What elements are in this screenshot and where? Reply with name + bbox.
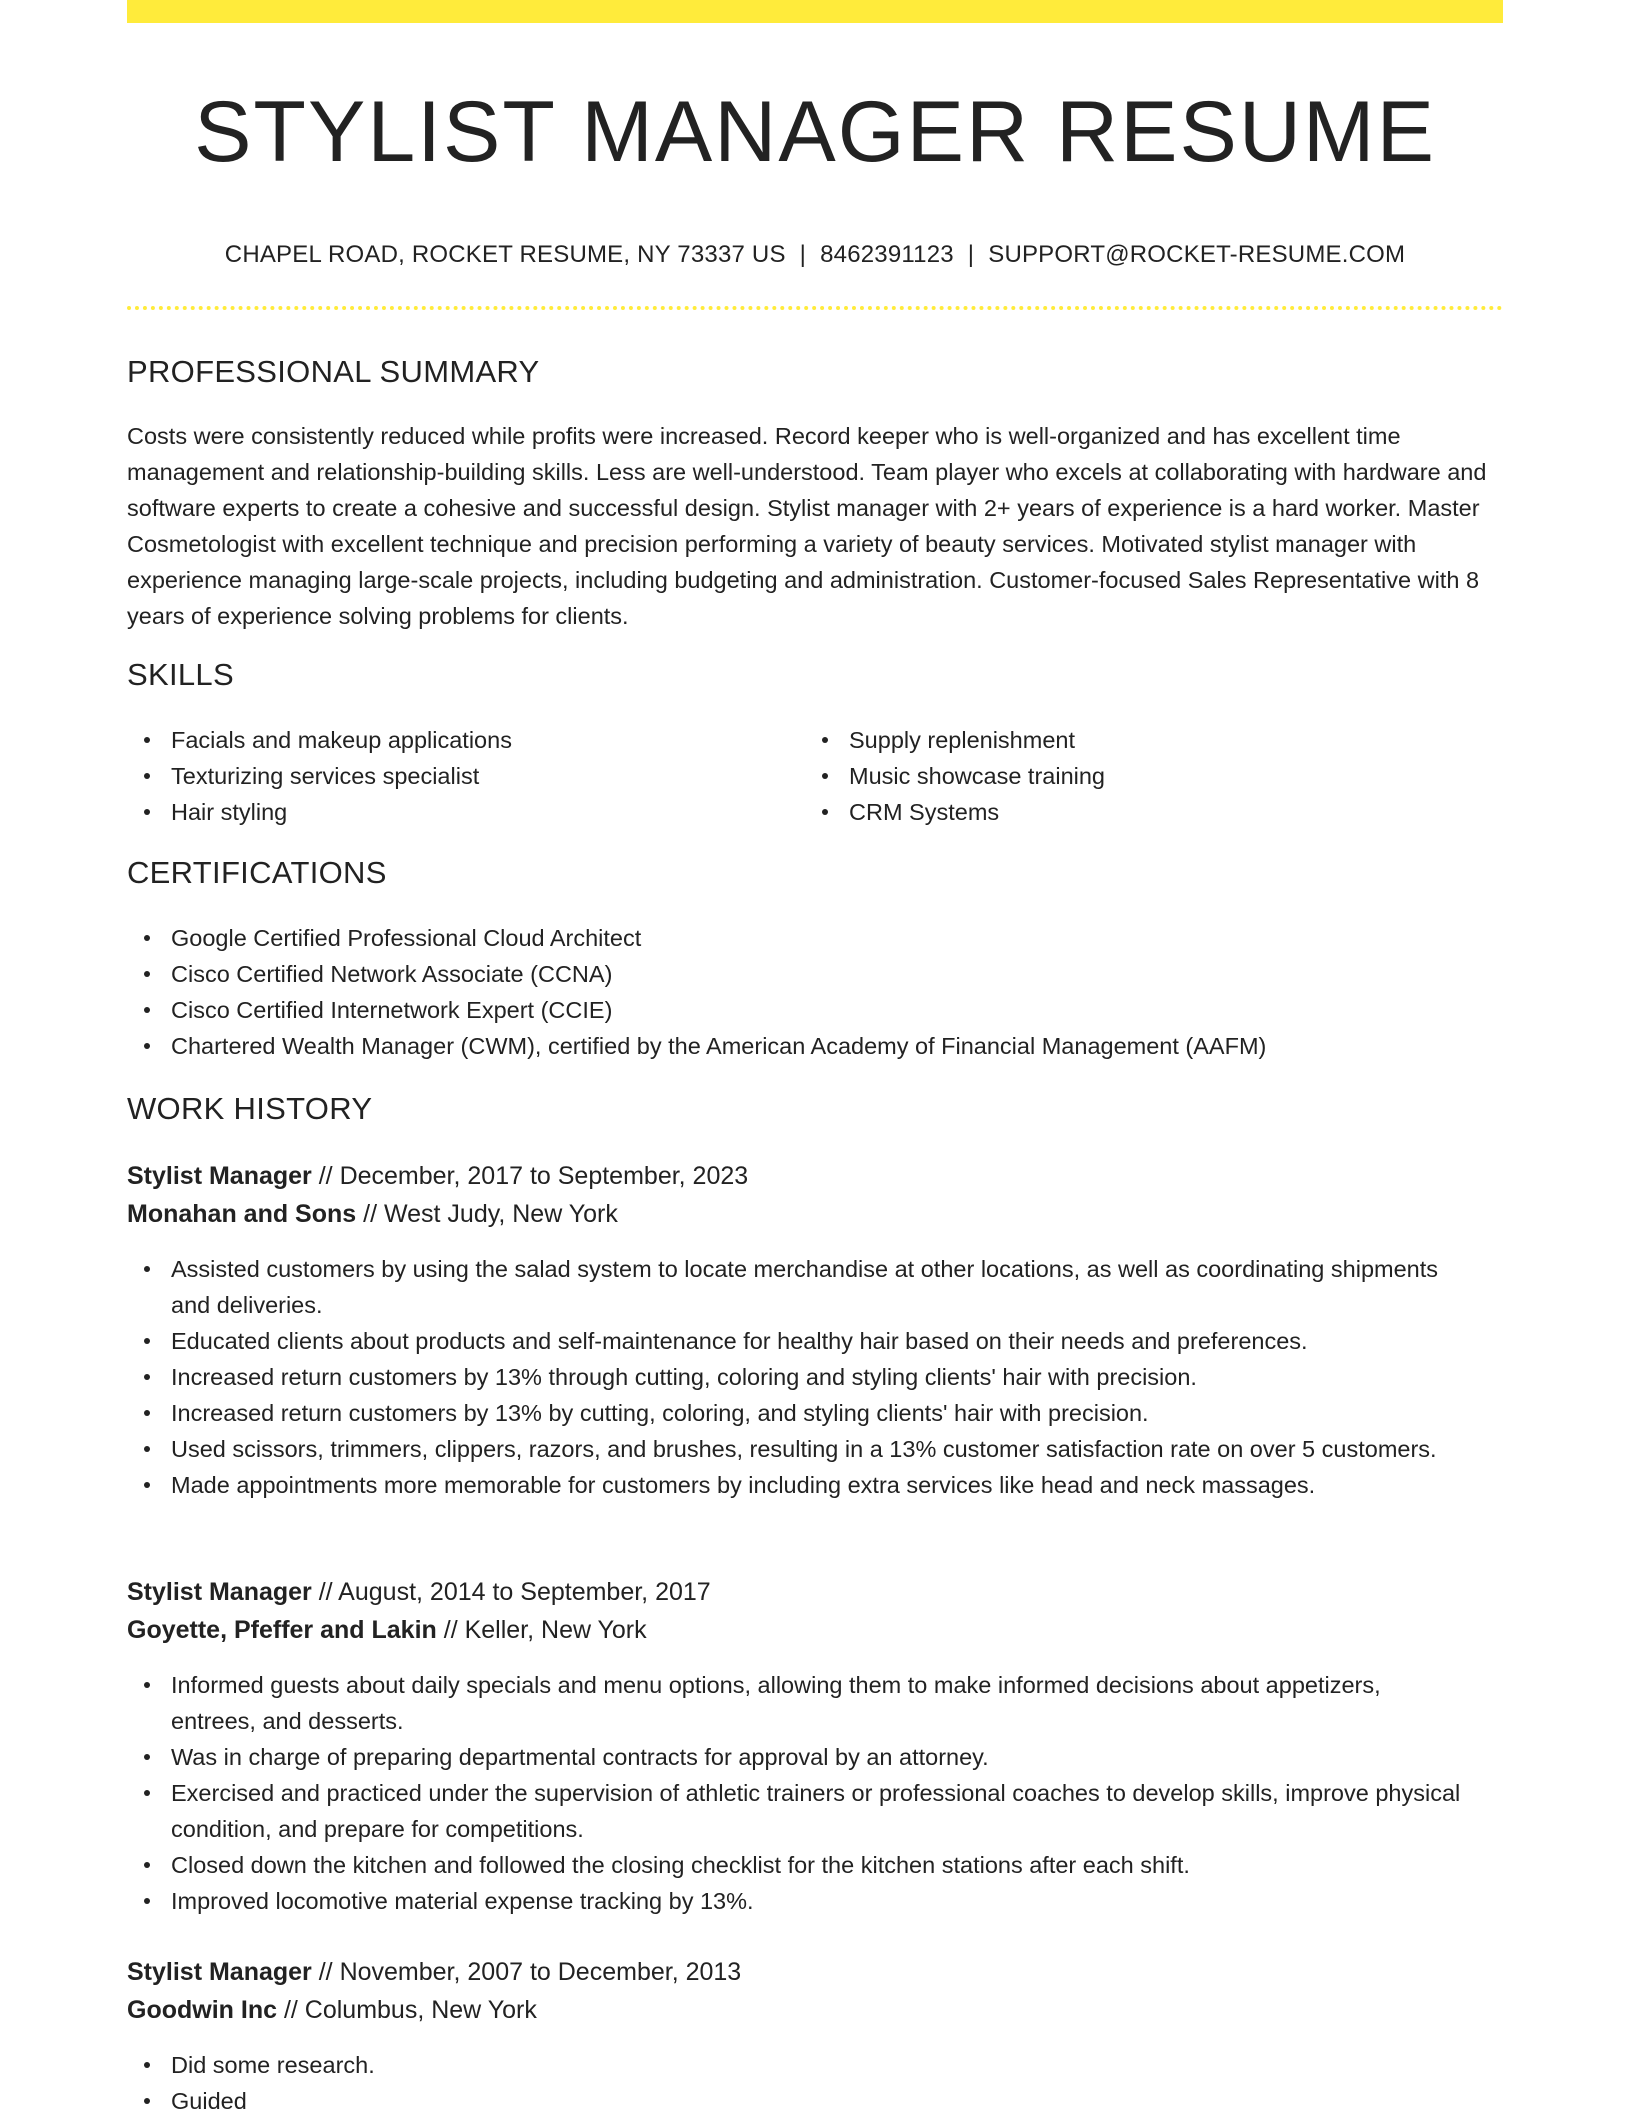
certifications-heading: CERTIFICATIONS	[127, 855, 387, 890]
contact-separator: |	[799, 241, 807, 268]
certifications-list	[127, 920, 1503, 1064]
job-bullet: Guided	[127, 2083, 1503, 2119]
job-title-line	[127, 1573, 711, 1611]
skill-item: Hair styling	[127, 794, 787, 830]
job-bullets	[127, 2047, 1503, 2119]
page-title: STYLIST MANAGER RESUME	[194, 84, 1436, 180]
skill-item: Music showcase training	[805, 758, 1465, 794]
job-bullet: Used scissors, trimmers, clippers, razors, and brushes, resulting in a 13% customer satisfaction rate on over 5 customers.	[127, 1431, 1503, 1467]
job-bullet: Did some research.	[127, 2047, 1503, 2083]
accent-top-bar	[127, 0, 1503, 23]
contact-separator: |	[967, 241, 975, 268]
job-dates: // December, 2017 to September, 2023	[311, 1162, 749, 1190]
job-title: Stylist Manager	[127, 1578, 312, 1606]
skills-list-left	[127, 722, 787, 830]
job-dates: // August, 2014 to September, 2017	[311, 1578, 711, 1606]
skills-list-right	[805, 722, 1465, 830]
skill-item: Texturizing services specialist	[127, 758, 787, 794]
skills-heading: SKILLS	[127, 657, 234, 692]
job-company: Goodwin Inc	[127, 1996, 277, 2024]
dotted-divider	[127, 306, 1503, 310]
job-bullet: Closed down the kitchen and followed the closing checklist for the kitchen stations after each shift.	[127, 1847, 1503, 1883]
job-bullets	[127, 1667, 1503, 1919]
skill-item: Facials and makeup applications	[127, 722, 787, 758]
job-company-line	[127, 1195, 618, 1233]
job-title: Stylist Manager	[127, 1958, 312, 1986]
job-company-line	[127, 1611, 647, 1649]
job-location: // Keller, New York	[436, 1616, 647, 1644]
certification-item: Cisco Certified Internetwork Expert (CCIE)	[127, 992, 1503, 1028]
job-company: Monahan and Sons	[127, 1200, 357, 1228]
job-title-line	[127, 1157, 748, 1195]
job-dates: // November, 2007 to December, 2013	[311, 1958, 742, 1986]
contact-email: SUPPORT@ROCKET-RESUME.COM	[988, 241, 1406, 268]
contact-phone: 8462391123	[820, 241, 954, 268]
job-location: // West Judy, New York	[356, 1200, 618, 1228]
skill-item: CRM Systems	[805, 794, 1465, 830]
skill-item: Supply replenishment	[805, 722, 1465, 758]
job-bullet: Exercised and practiced under the supervision of athletic trainers or professional coaches to develop skills, improve physical condition, and prepare for competitions.	[127, 1775, 1503, 1847]
job-bullet: Made appointments more memorable for customers by including extra services like head and neck massages.	[127, 1467, 1503, 1503]
job-bullet: Assisted customers by using the salad system to locate merchandise at other locations, as well as coordinating shipments and deliveries.	[127, 1251, 1503, 1323]
summary-heading: PROFESSIONAL SUMMARY	[127, 354, 540, 389]
job-bullet: Informed guests about daily specials and menu options, allowing them to make informed decisions about appetizers, entrees, and desserts.	[127, 1667, 1503, 1739]
job-bullet: Improved locomotive material expense tracking by 13%.	[127, 1883, 1503, 1919]
contact-line	[127, 238, 1503, 272]
contact-address: CHAPEL ROAD, ROCKET RESUME, NY 73337 US	[224, 241, 786, 268]
job-bullet: Increased return customers by 13% by cutting, coloring, and styling clients' hair with precision.	[127, 1395, 1503, 1431]
job-company: Goyette, Pfeffer and Lakin	[127, 1616, 437, 1644]
work-history-heading: WORK HISTORY	[127, 1091, 373, 1126]
job-bullet: Educated clients about products and self-maintenance for healthy hair based on their needs and preferences.	[127, 1323, 1503, 1359]
job-title-line	[127, 1953, 741, 1991]
certification-item: Google Certified Professional Cloud Architect	[127, 920, 1503, 956]
job-title: Stylist Manager	[127, 1162, 312, 1190]
job-bullet: Was in charge of preparing departmental contracts for approval by an attorney.	[127, 1739, 1503, 1775]
certification-item: Chartered Wealth Manager (CWM), certified by the American Academy of Financial Management (AAFM)	[127, 1028, 1503, 1064]
job-location: // Columbus, New York	[277, 1996, 537, 2024]
summary-text: Costs were consistently reduced while profits were increased. Record keeper who is well-organized and has excellent time management and relationship-building skills. Less are well-understood. Team player who excels at collaborating with hardware and software experts to create a cohesive and successful design. Stylist manager with 2+ years of experience is a hard worker. Master Cosmetologist with excellent technique and precision performing a variety of beauty services. Motivated stylist manager with experience managing large-scale projects, including budgeting and administration. Customer-focused Sales Representative with 8 years of experience solving problems for clients.	[127, 423, 1487, 629]
job-company-line	[127, 1991, 537, 2029]
job-bullets	[127, 1251, 1503, 1503]
certification-item: Cisco Certified Network Associate (CCNA)	[127, 956, 1503, 992]
job-bullet: Increased return customers by 13% through cutting, coloring and styling clients' hair with precision.	[127, 1359, 1503, 1395]
